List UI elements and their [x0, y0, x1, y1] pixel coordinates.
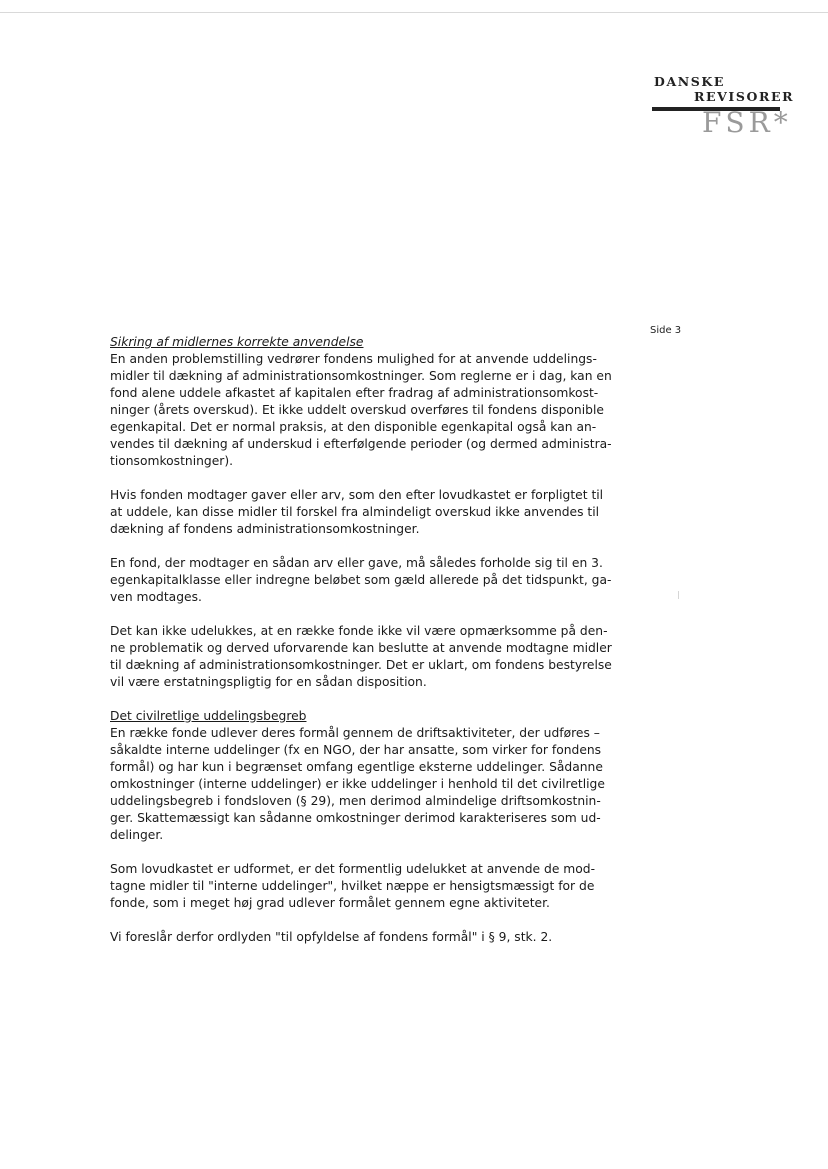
text-line: dækning af fondens administrationsomkostninger. [110, 522, 420, 536]
text-line: fonde, som i meget høj grad udlever formålet gennem egne aktiviteter. [110, 896, 550, 910]
text-line: vil være erstatningspligtig for en sådan disposition. [110, 675, 427, 689]
text-line: ger. Skattemæssigt kan sådanne omkostninger derimod karakteriseres som ud- [110, 811, 601, 825]
text-line: formål) og har kun i begrænset omfang egentlige eksterne uddelinger. Sådanne [110, 760, 603, 774]
logo-mark: FSR* [702, 106, 792, 139]
text-line: fond alene uddele afkastet af kapitalen efter fradrag af administrationsomkost- [110, 386, 599, 400]
text-line: Som lovudkastet er udformet, er det formentlig udelukket at anvende de mod- [110, 862, 596, 876]
text-line: En fond, der modtager en sådan arv eller gave, må således forholde sig til en 3. [110, 556, 603, 570]
section1-paragraph [110, 555, 630, 606]
section1-heading: Sikring af midlernes korrekte anvendelse [110, 335, 364, 349]
text-line: egenkapital. Det er normal praksis, at den disponible egenkapital også kan an- [110, 420, 597, 434]
section1-paragraph [110, 623, 630, 691]
text-line: egenkapitalklasse eller indregne beløbet som gæld allerede på det tidspunkt, ga- [110, 573, 612, 587]
top-rule [0, 12, 828, 13]
text-line: uddelingsbegreb i fondsloven (§ 29), men derimod almindelige driftsomkostnin- [110, 794, 601, 808]
text-line: ne problematik og derved uforvarende kan beslutte at anvende modtagne midler [110, 641, 612, 655]
text-line: Det kan ikke udelukkes, at en række fonde ikke vil være opmærksomme på den- [110, 624, 608, 638]
text-line: tionsomkostninger). [110, 454, 234, 468]
text-line: En anden problemstilling vedrører fondens mulighed for at anvende uddelings- [110, 352, 597, 366]
logo-line1: DANSKE [654, 74, 725, 89]
section2-paragraph [110, 861, 630, 912]
logo-line2: REVISORER [694, 89, 795, 104]
text-line: delinger. [110, 828, 164, 842]
text-line: Vi foreslår derfor ordlyden "til opfyldelse af fondens formål" i § 9, stk. 2. [110, 930, 553, 944]
text-line: midler til dækning af administrationsomkostninger. Som reglerne er i dag, kan en [110, 369, 612, 383]
text-line: omkostninger (interne uddelinger) er ikke uddelinger i henhold til det civilretlige [110, 777, 605, 791]
section2-paragraph [110, 929, 630, 946]
text-line: ven modtages. [110, 590, 202, 604]
text-line: Hvis fonden modtager gaver eller arv, som den efter lovudkastet er forpligtet til [110, 488, 604, 502]
text-line: til dækning af administrationsomkostninger. Det er uklart, om fondens bestyrelse [110, 658, 612, 672]
section1-paragraph [110, 351, 630, 470]
document-body [110, 334, 630, 963]
text-line: tagne midler til "interne uddelinger", hvilket næppe er hensigtsmæssigt for de [110, 879, 595, 893]
scan-mark [678, 591, 679, 599]
text-line: En række fonde udlever deres formål gennem de driftsaktiviteter, der udføres – [110, 726, 600, 740]
fsr-logo [640, 74, 795, 144]
text-line: såkaldte interne uddelinger (fx en NGO, der har ansatte, som virker for fondens [110, 743, 602, 757]
section1-paragraph [110, 487, 630, 538]
section2-paragraph [110, 725, 630, 844]
text-line: vendes til dækning af underskud i efterfølgende perioder (og dermed administra- [110, 437, 612, 451]
text-line: ninger (årets overskud). Et ikke uddelt overskud overføres til fondens disponible [110, 403, 604, 417]
text-line: at uddele, kan disse midler til forskel fra almindeligt overskud ikke anvendes til [110, 505, 600, 519]
section2-heading: Det civilretlige uddelingsbegreb [110, 709, 307, 723]
page-label: Side 3 [650, 325, 682, 336]
